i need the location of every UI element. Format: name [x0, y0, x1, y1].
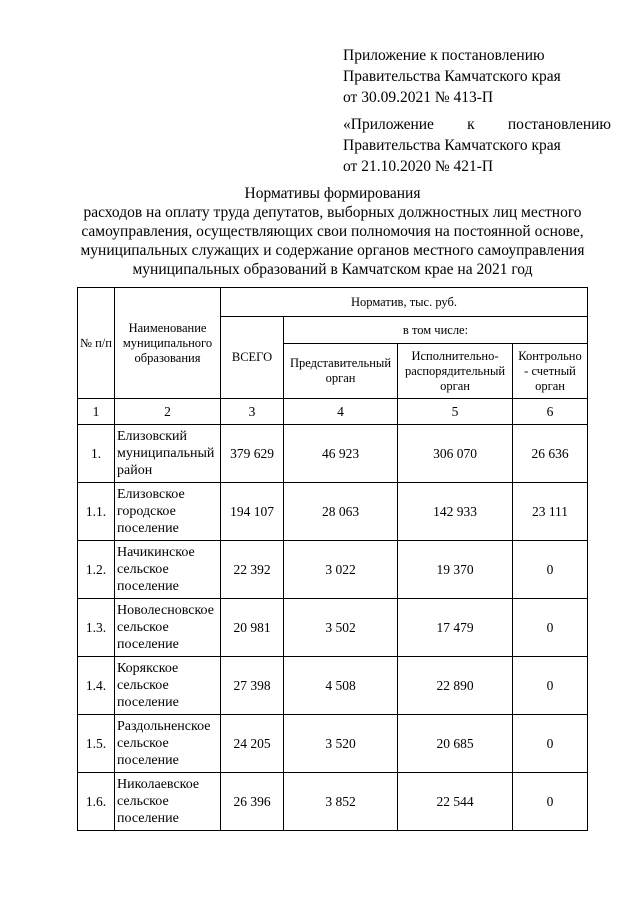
executive-value: 20 685 — [398, 715, 513, 773]
table-row — [78, 425, 588, 483]
column-number: 1 — [78, 399, 115, 425]
norms-table — [77, 287, 588, 831]
table-row — [78, 483, 588, 541]
row-number: 1. — [78, 425, 115, 483]
title-line-4: муниципальных служащих и содержание органов местного самоуправления — [80, 242, 585, 259]
table-row — [78, 541, 588, 599]
appendix-prev-line-3: от 21.10.2020 № 421-П — [343, 158, 494, 175]
header-num: № п/п — [78, 288, 115, 399]
table-row — [78, 773, 588, 831]
total-value: 24 205 — [221, 715, 284, 773]
appendix-prev-line-1 — [343, 114, 611, 135]
total-value: 379 629 — [221, 425, 284, 483]
control-value: 0 — [513, 657, 588, 715]
municipality-name: Начикинское сельское поселение — [115, 541, 221, 599]
appendix-line-3: от 30.09.2021 № 413-П — [343, 89, 494, 106]
control-value: 23 111 — [513, 483, 588, 541]
municipality-name: Новолесновское сельское поселение — [115, 599, 221, 657]
executive-value: 142 933 — [398, 483, 513, 541]
representative-value: 3 502 — [284, 599, 398, 657]
header-norm: Норматив, тыс. руб. — [221, 288, 588, 317]
table-body — [78, 399, 588, 831]
header-control: Контрольно - счетный орган — [513, 344, 588, 399]
municipality-name: Елизовский муниципальный район — [115, 425, 221, 483]
appendix-line-1: Приложение к постановлению — [343, 47, 545, 64]
total-value: 22 392 — [221, 541, 284, 599]
municipality-name: Николаевское сельское поселение — [115, 773, 221, 831]
title-line-1: Нормативы формирования — [244, 185, 421, 202]
municipality-name: Раздольненское сельское поселение — [115, 715, 221, 773]
row-number: 1.1. — [78, 483, 115, 541]
representative-value: 3 852 — [284, 773, 398, 831]
control-value: 0 — [513, 541, 588, 599]
control-value: 0 — [513, 599, 588, 657]
total-value: 194 107 — [221, 483, 284, 541]
row-number: 1.3. — [78, 599, 115, 657]
total-value: 26 396 — [221, 773, 284, 831]
column-number: 4 — [284, 399, 398, 425]
column-number: 3 — [221, 399, 284, 425]
appendix-prev-word-1: «Приложение — [343, 116, 434, 133]
control-value: 26 636 — [513, 425, 588, 483]
executive-value: 22 890 — [398, 657, 513, 715]
row-number: 1.6. — [78, 773, 115, 831]
appendix-line-2: Правительства Камчатского края — [343, 68, 561, 85]
municipality-name: Елизовское городское поселение — [115, 483, 221, 541]
header-executive: Исполнительно-распорядительный орган — [398, 344, 513, 399]
document-title — [60, 184, 605, 279]
table-row — [78, 657, 588, 715]
header-representative: Представительный орган — [284, 344, 398, 399]
column-number-row — [78, 399, 588, 425]
row-number: 1.4. — [78, 657, 115, 715]
column-number: 6 — [513, 399, 588, 425]
representative-value: 46 923 — [284, 425, 398, 483]
appendix-prev-word-2: к — [467, 116, 475, 133]
municipality-name: Корякское сельское поселение — [115, 657, 221, 715]
representative-value: 3 022 — [284, 541, 398, 599]
control-value: 0 — [513, 773, 588, 831]
table-row — [78, 599, 588, 657]
executive-value: 19 370 — [398, 541, 513, 599]
row-number: 1.2. — [78, 541, 115, 599]
table-row — [78, 715, 588, 773]
appendix-previous-header — [343, 114, 611, 177]
appendix-prev-line-2: Правительства Камчатского края — [343, 137, 561, 154]
executive-value: 306 070 — [398, 425, 513, 483]
representative-value: 28 063 — [284, 483, 398, 541]
total-value: 20 981 — [221, 599, 284, 657]
appendix-header — [343, 45, 608, 108]
appendix-prev-word-3: постановлению — [507, 116, 611, 133]
representative-value: 4 508 — [284, 657, 398, 715]
title-line-2: расходов на оплату труда депутатов, выборных должностных лиц местного — [83, 204, 582, 221]
header-including: в том числе: — [284, 317, 588, 344]
representative-value: 3 520 — [284, 715, 398, 773]
title-line-5: муниципальных образований в Камчатском крае на 2021 год — [132, 261, 533, 278]
control-value: 0 — [513, 715, 588, 773]
header-name: Наименование муниципального образования — [115, 288, 221, 399]
header-total: ВСЕГО — [221, 317, 284, 399]
title-line-3: самоуправления, осуществляющих свои полномочия на постоянной основе, — [81, 223, 584, 240]
executive-value: 17 479 — [398, 599, 513, 657]
total-value: 27 398 — [221, 657, 284, 715]
row-number: 1.5. — [78, 715, 115, 773]
column-number: 5 — [398, 399, 513, 425]
executive-value: 22 544 — [398, 773, 513, 831]
column-number: 2 — [115, 399, 221, 425]
